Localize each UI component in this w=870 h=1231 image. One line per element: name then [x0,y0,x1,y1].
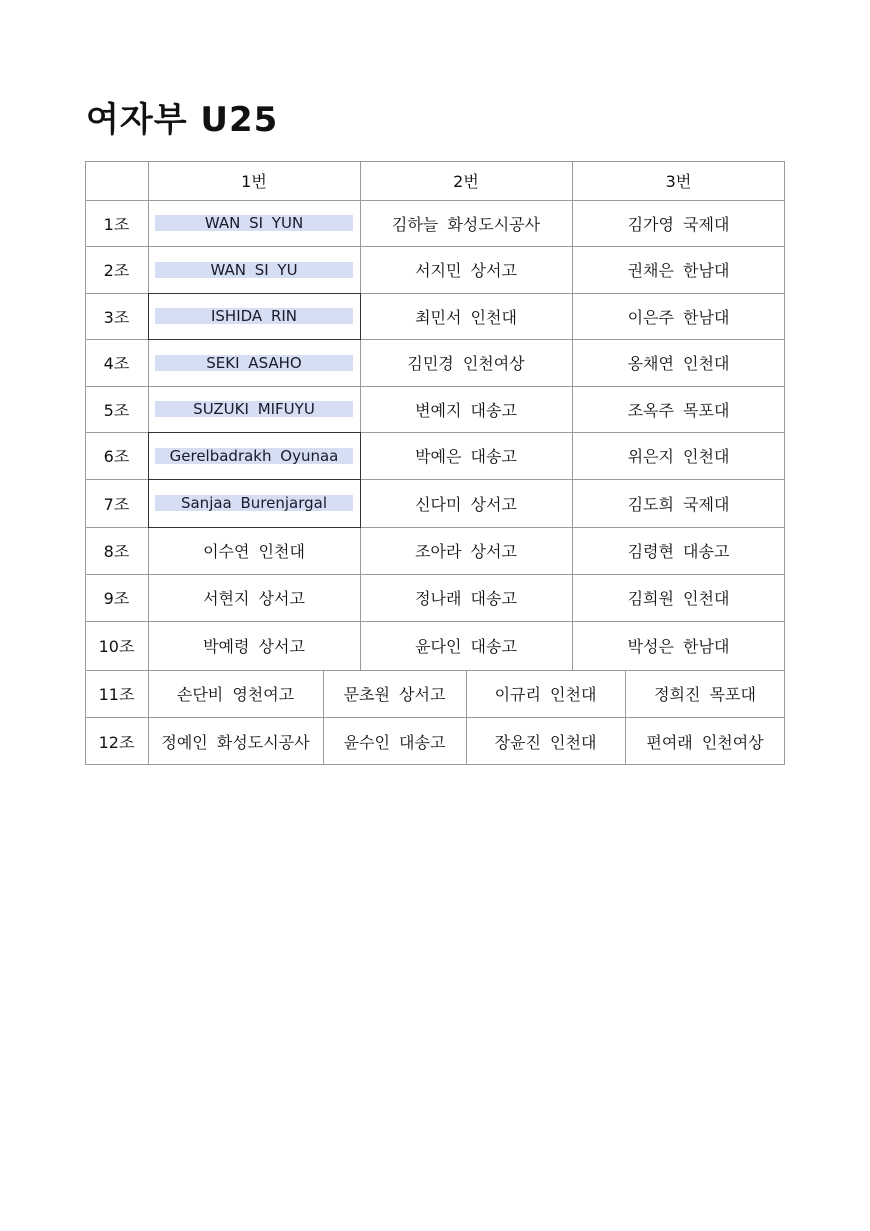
player-cell [572,574,785,621]
player-cell-text: 신다미 상서고 [415,494,517,514]
group-label-text: 6조 [103,447,130,466]
player-cell [360,339,572,386]
group-label-text: 9조 [103,589,130,608]
header-cell-3 [572,161,785,200]
player-cell [572,432,785,479]
player-cell-text: Gerelbadrakh Oyunaa [169,446,339,465]
header-cell-3-text: 3번 [665,172,692,191]
player-cell-text: 김령현 대송고 [627,542,730,561]
player-cell [148,670,323,717]
player-cell-text: 서현지 상서고 [203,589,305,608]
group-label-text: 2조 [103,261,130,280]
player-cell [625,670,785,717]
player-cell-text: 서지민 상서고 [415,261,517,280]
player-cell [360,293,572,339]
player-cell-text: 이수연 인천대 [203,542,305,561]
player-cell-text: 문초원 상서고 [343,685,446,704]
header-cell-2 [360,161,572,200]
player-cell-text: 김희원 인천대 [627,589,730,608]
player-cell-text: 김민경 인천여상 [407,354,525,373]
player-cell-text: 최민서 인천대 [415,307,517,327]
group-label [85,527,148,574]
group-label-text: 8조 [103,542,130,561]
player-cell-text: 김도희 국제대 [627,494,730,514]
player-cell [572,479,785,527]
player-cell-text: 김하늘 화성도시공사 [391,214,541,234]
player-cell [148,574,360,621]
player-cell-text: 이은주 한남대 [627,307,730,327]
player-cell-text: 옹채연 인천대 [627,354,730,373]
player-cell [572,527,785,574]
group-label [85,339,148,386]
player-cell [323,717,466,765]
player-cell-text: 박예령 상서고 [203,637,305,656]
player-cell [360,479,572,527]
player-cell [360,246,572,293]
player-cell-text: 손단비 영천여고 [176,685,295,704]
player-cell-text: WAN SI YUN [204,214,304,232]
player-cell-text: 김가영 국제대 [627,214,730,234]
group-label [85,200,148,246]
player-cell-text: 정희진 목포대 [654,685,756,704]
group-label-text: 11조 [98,685,135,704]
player-cell [360,432,572,479]
player-cell-text: 윤수인 대송고 [343,732,446,752]
player-cell-text: 장윤진 인천대 [494,732,597,752]
player-cell [323,670,466,717]
player-cell [625,717,785,765]
player-cell-text: 윤다인 대송고 [415,637,517,656]
page-title: 여자부 U25 [86,100,279,140]
player-cell [466,670,625,717]
group-label [85,717,148,765]
group-label [85,479,148,527]
player-cell [572,293,785,339]
player-cell-text: 권채은 한남대 [627,261,730,280]
group-label-text: 4조 [103,354,130,373]
group-label [85,432,148,479]
player-cell-text: SEKI ASAHO [206,353,302,372]
player-cell [360,621,572,670]
player-cell-text: 변예지 대송고 [415,400,517,420]
group-label-text: 5조 [103,400,130,420]
player-cell [360,200,572,246]
player-cell [148,339,360,386]
player-cell [572,246,785,293]
player-cell [360,574,572,621]
player-cell-text: 박성은 한남대 [627,637,730,656]
player-cell [148,717,323,765]
header-cell-2-text: 2번 [453,172,479,191]
group-label-text: 7조 [103,494,130,514]
group-label [85,246,148,293]
group-label-text: 10조 [98,637,135,656]
player-cell [360,386,572,432]
player-cell [148,293,360,339]
group-label [85,293,148,339]
player-cell [572,200,785,246]
player-cell [148,479,360,527]
player-cell-text: 위은지 인천대 [627,447,730,466]
player-cell [466,717,625,765]
player-cell-text: SUZUKI MIFUYU [193,400,315,418]
player-cell-text: 박예은 대송고 [415,447,517,466]
player-cell-text: 조옥주 목포대 [627,400,730,420]
player-cell-text: 정예인 화성도시공사 [161,732,310,752]
player-cell [148,246,360,293]
group-label-text: 3조 [103,307,130,327]
header-cell-1-text: 1번 [241,172,267,191]
player-cell [572,386,785,432]
group-label [85,386,148,432]
group-label [85,670,148,717]
player-cell [148,621,360,670]
group-label-text: 1조 [103,214,130,234]
player-cell [148,527,360,574]
group-label [85,621,148,670]
player-cell-text: 조아라 상서고 [415,542,517,561]
player-cell [148,432,360,479]
player-cell-text: 이규리 인천대 [494,685,597,704]
player-cell-text: Sanjaa Burenjargal [180,494,328,512]
player-cell [360,527,572,574]
player-cell-text: ISHIDA RIN [210,307,298,325]
group-table [85,161,785,765]
header-cell-1 [148,161,360,200]
player-cell [572,339,785,386]
player-cell-text: WAN SI YU [210,260,298,279]
player-cell [148,200,360,246]
group-label-text: 12조 [98,732,135,752]
group-label [85,574,148,621]
player-cell-text: 편여래 인천여상 [646,732,764,752]
player-cell [572,621,785,670]
player-cell [148,386,360,432]
player-cell-text: 정나래 대송고 [415,589,517,608]
